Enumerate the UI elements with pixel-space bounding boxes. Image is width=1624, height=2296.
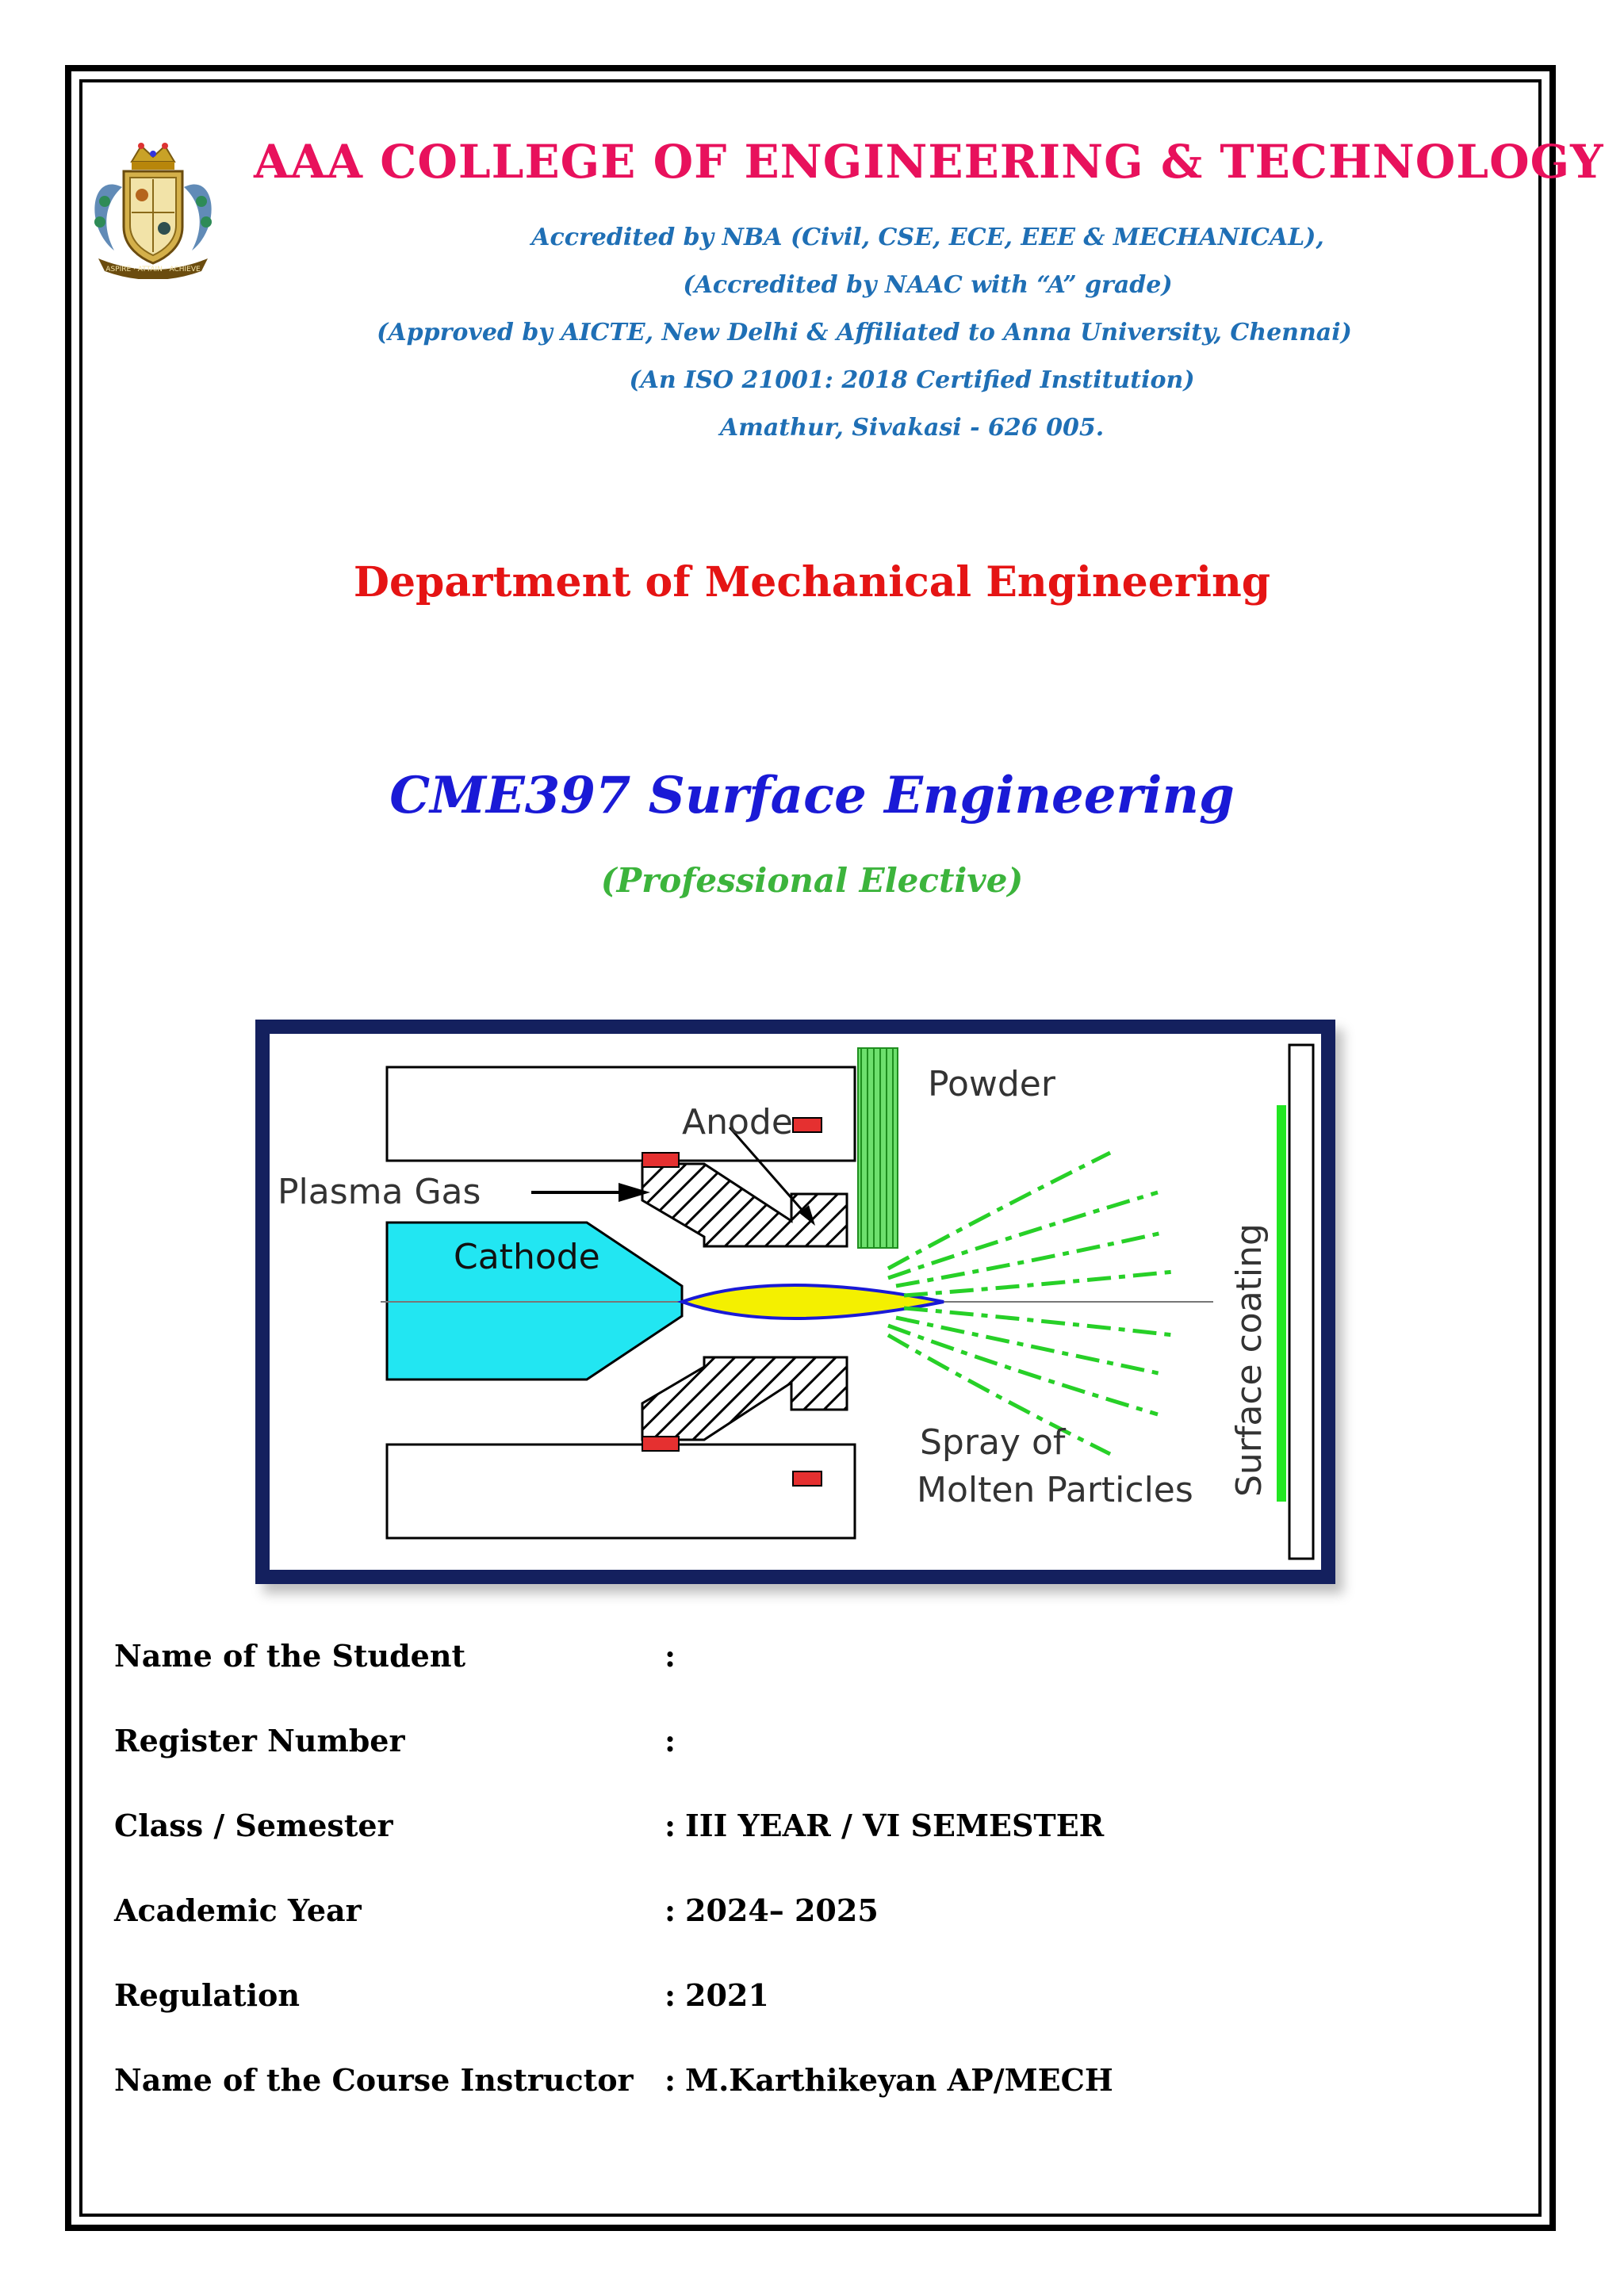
- accreditation-naac: (Accredited by NAAC with “A” grade): [683, 271, 1173, 299]
- info-value: 2021: [685, 1977, 769, 2013]
- college-crest-icon: [82, 140, 224, 279]
- housing-bottom: [387, 1445, 855, 1538]
- anode-top: [642, 1164, 847, 1246]
- label-anode: Anode: [682, 1102, 793, 1142]
- plasma-spray-diagram: [255, 1020, 1335, 1584]
- info-value: M.Karthikeyan AP/MECH: [685, 2062, 1113, 2098]
- college-address: Amathur, Sivakasi - 626 005.: [719, 414, 1105, 442]
- powder-feeder: [858, 1048, 898, 1248]
- college-name: AAA COLLEGE OF ENGINEERING & TECHNOLOGY: [254, 135, 1604, 189]
- plasma-spray-illustration: [270, 1034, 1321, 1570]
- iso-certification: (An ISO 21001: 2018 Certified Institution): [629, 366, 1195, 394]
- label-cathode: Cathode: [454, 1237, 600, 1277]
- info-colon: :: [665, 1977, 676, 2013]
- course-subtitle: (Professional Elective): [600, 861, 1024, 900]
- svg-text:ASPIRE · ATTAIN · ACHIEVE: ASPIRE · ATTAIN · ACHIEVE: [105, 266, 201, 274]
- info-colon: :: [665, 1808, 676, 1843]
- course-title: CME397 Surface Engineering: [389, 766, 1235, 825]
- info-label: Class / Semester: [114, 1808, 393, 1843]
- info-colon: :: [665, 1892, 676, 1928]
- approval-aicte: (Approved by AICTE, New Delhi & Affiliated to Anna University, Chennai): [377, 319, 1352, 346]
- label-plasma-gas: Plasma Gas: [278, 1172, 481, 1212]
- info-value: III YEAR / VI SEMESTER: [685, 1808, 1105, 1843]
- label-spray-line2: Molten Particles: [917, 1470, 1193, 1510]
- surface-coating-layer: [1277, 1105, 1286, 1502]
- department-title: Department of Mechanical Engineering: [353, 558, 1271, 607]
- info-label: Name of the Student: [114, 1638, 466, 1674]
- label-powder: Powder: [928, 1064, 1055, 1104]
- plasma-flame: [682, 1285, 944, 1318]
- label-spray-line1: Spray of: [920, 1422, 1066, 1463]
- info-label: Academic Year: [114, 1892, 362, 1928]
- info-colon: :: [665, 2062, 676, 2098]
- label-surface-coating: Surface coating: [1229, 1223, 1270, 1497]
- info-value: 2024– 2025: [685, 1892, 879, 1928]
- info-colon: :: [665, 1638, 676, 1674]
- info-colon: :: [665, 1723, 676, 1758]
- info-label: Register Number: [114, 1723, 405, 1758]
- info-label: Name of the Course Instructor: [114, 2062, 634, 2098]
- anode-bottom: [642, 1357, 847, 1440]
- accreditation-nba: Accredited by NBA (Civil, CSE, ECE, EEE & MECHANICAL),: [531, 224, 1324, 251]
- info-label: Regulation: [114, 1977, 300, 2013]
- substrate: [1289, 1045, 1313, 1559]
